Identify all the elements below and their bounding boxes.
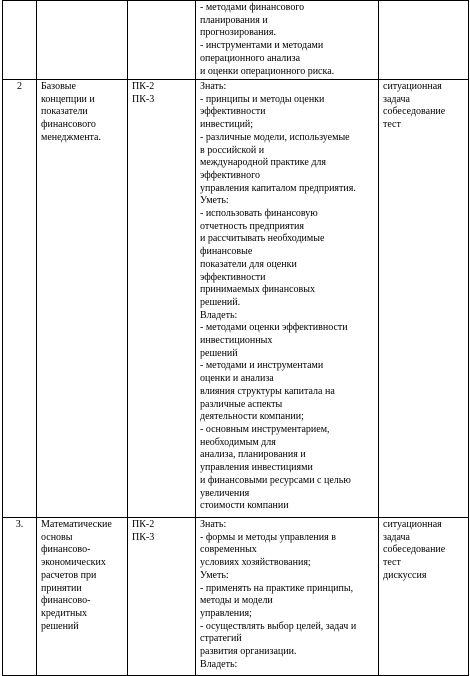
content-line: - использовать финансовую <box>200 208 318 220</box>
table-row <box>3 518 469 676</box>
content-line: деятельности компании; <box>200 411 304 423</box>
content-line: и рассчитывать необходимые <box>200 233 325 245</box>
content-line: стратегий <box>200 633 242 645</box>
content-line: - формы и методы управления в <box>200 531 336 543</box>
content-line: необходимым для <box>200 436 276 448</box>
content-line: прогнозирования. <box>200 27 276 39</box>
content-line: Уметь: <box>200 195 229 207</box>
content-line: принимаемых финансовых <box>200 284 315 296</box>
competencies-line: ПК-3 <box>132 531 155 543</box>
content-line: Знать: <box>200 519 227 530</box>
content-cell <box>196 1 379 80</box>
content-line: планирования и <box>200 14 268 26</box>
content-line: оценки и анализа <box>200 373 274 385</box>
table-row <box>3 1 469 80</box>
topic-line: финансово- <box>41 595 91 607</box>
topic-line: показатели <box>41 106 88 118</box>
content-line: развития организации. <box>200 646 297 658</box>
topic-line: Базовые <box>41 81 76 92</box>
content-line: - принципы и методы оценки <box>200 93 325 105</box>
content-line: различные аспекты <box>200 398 283 410</box>
content-line: эффективности <box>200 106 266 118</box>
row-number-cell: 3. <box>3 518 37 676</box>
content-line: - методами оценки эффективности <box>200 322 348 334</box>
table-row <box>3 80 469 518</box>
topic-line: расчетов при <box>41 569 97 581</box>
topic-line: принятии <box>41 582 82 594</box>
content-line: в российской и <box>200 144 265 156</box>
content-line: финансовые <box>200 246 253 258</box>
competencies-line: ПК-2 <box>132 81 155 92</box>
content-line: - применять на практике принципы, <box>200 582 354 594</box>
topic-line: основы <box>41 531 73 543</box>
content-cell <box>196 518 379 676</box>
content-line: операционного анализа <box>200 52 301 64</box>
topic-line: финансового <box>41 119 96 131</box>
assessment-line: тест <box>383 557 401 569</box>
content-line: показатели для оценки <box>200 258 297 270</box>
assessment-line: задача <box>383 531 410 543</box>
content-line: управления инвестициями <box>200 462 313 474</box>
content-line: и оценки операционного риска. <box>200 65 335 77</box>
topic-cell <box>37 80 128 518</box>
content-line: - инструментами и методами <box>200 40 324 52</box>
content-line: - методами и инструментами <box>200 360 324 372</box>
content-line: Уметь: <box>200 569 229 581</box>
topic-cell <box>37 518 128 676</box>
content-line: инвестиционных <box>200 335 273 347</box>
content-line: - осуществлять выбор целей, задач и <box>200 620 357 632</box>
topic-cell <box>37 1 128 80</box>
content-line: эффективности <box>200 271 266 283</box>
competency-table <box>2 0 469 676</box>
content-line: анализа, планирования и <box>200 449 306 461</box>
content-line: методы и модели <box>200 595 273 607</box>
topic-line: кредитных <box>41 607 88 619</box>
content-line: инвестиций; <box>200 119 254 131</box>
assessment-line: собеседование <box>383 106 446 118</box>
content-line: решений. <box>200 296 241 308</box>
assessment-line: собеседование <box>383 544 446 556</box>
content-line: условиях хозяйствования; <box>200 557 311 569</box>
competencies-line: ПК-3 <box>132 93 155 105</box>
assessment-cell <box>379 518 469 676</box>
content-cell <box>196 80 379 518</box>
assessment-line: ситуационная <box>383 81 442 92</box>
content-line: влияния структуры капитала на <box>200 385 335 397</box>
assessment-cell <box>379 80 469 518</box>
content-line: и финансовыми ресурсами с целью <box>200 474 351 486</box>
content-line: стоимости компании <box>200 500 289 512</box>
competencies-cell <box>128 1 196 80</box>
content-line: Владеть: <box>200 658 238 670</box>
content-line: отчетность предприятия <box>200 220 304 232</box>
topic-line: менеджмента. <box>41 131 101 143</box>
content-line: увеличения <box>200 487 250 499</box>
content-line: - методами финансового <box>200 2 305 13</box>
topic-line: экономических <box>41 557 106 569</box>
content-line: решений <box>200 347 238 359</box>
topic-line: решений <box>41 620 79 632</box>
topic-line: концепции и <box>41 93 95 105</box>
table-body <box>3 1 469 676</box>
assessment-line: тест <box>383 119 401 131</box>
content-line: эффективного <box>200 169 260 181</box>
content-line: - различные модели, используемые <box>200 131 350 143</box>
row-number-cell <box>3 1 37 80</box>
assessment-cell <box>379 1 469 80</box>
competencies-cell <box>128 518 196 676</box>
content-line: управления; <box>200 607 252 619</box>
content-line: международной практике для <box>200 157 327 169</box>
content-line: Владеть: <box>200 309 238 321</box>
topic-line: Математические <box>41 519 112 530</box>
competencies-cell <box>128 80 196 518</box>
row-number-cell: 2 <box>3 80 37 518</box>
content-line: - основным инструментарием, <box>200 423 330 435</box>
content-line: Знать: <box>200 81 227 92</box>
content-line: управления капиталом предприятия. <box>200 182 356 194</box>
content-line: современных <box>200 544 257 556</box>
assessment-line: задача <box>383 93 410 105</box>
assessment-line: дискуссия <box>383 569 427 581</box>
competencies-line: ПК-2 <box>132 519 155 530</box>
assessment-line: ситуационная <box>383 519 442 530</box>
topic-line: финансово- <box>41 544 91 556</box>
